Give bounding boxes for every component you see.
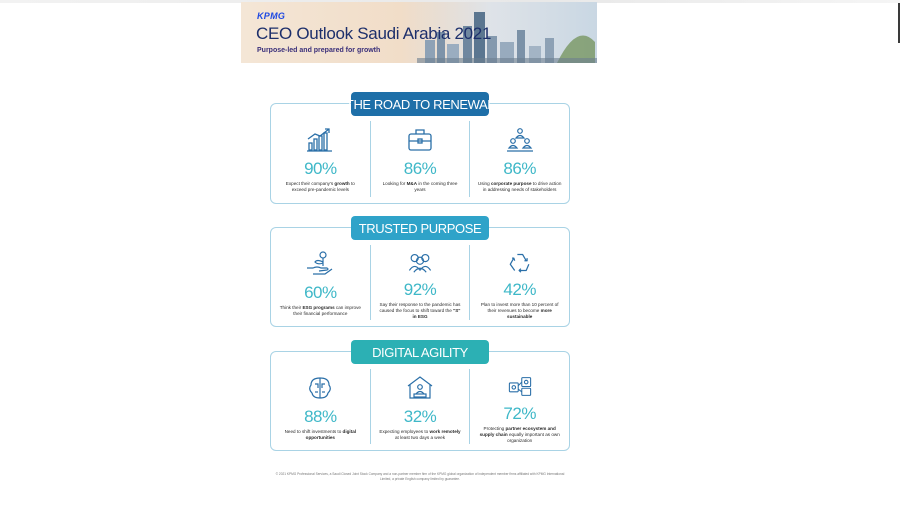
stat-description: Plan to invest more than 10 percent of their revenues to become more sustainable [480, 302, 559, 319]
recycle-icon [505, 251, 535, 274]
stat-description: Need to shift investments to digital opportunities [284, 429, 357, 440]
section-title-pill: DIGITAL AGILITY [351, 340, 489, 364]
section-road-to-renewal [270, 96, 570, 204]
ecosystem-supply-chain-icon [505, 375, 535, 398]
stat-description: Think their ESG programs can improve their financial performance [279, 305, 361, 316]
briefcase-icon [405, 127, 435, 153]
stat-description: Expect their company's growth to exceed pre-pandemic levels [285, 181, 355, 192]
stat-description: Protecting partner ecosystem and supply chain equally important as own organization [479, 426, 560, 443]
stat-description: Looking for M&A in the coming three years [382, 181, 458, 192]
stat-percent: 88% [304, 407, 337, 426]
stat-percent: 90% [304, 159, 337, 178]
stat-card [470, 121, 569, 197]
section-title-pill: THE ROAD TO RENEWAL [351, 92, 489, 116]
people-network-icon [505, 127, 535, 153]
group-people-icon [405, 251, 435, 274]
kpmg-logo: KPMG [257, 11, 286, 21]
stat-card [470, 369, 569, 444]
stat-percent: 86% [503, 159, 536, 178]
stat-card [470, 245, 569, 320]
stat-card [271, 245, 371, 320]
stat-card [271, 121, 371, 197]
stat-description: Using corporate purpose to drive action in addressing needs of stakeholders [477, 181, 562, 192]
circuit-brain-icon [305, 375, 335, 401]
stat-description: Say their response to the pandemic has caused the focus to shift toward the "S" in ESG [379, 302, 461, 319]
stat-description: Expecting employees to work remotely at least two days a week [379, 429, 461, 440]
stat-percent: 86% [403, 159, 437, 178]
stat-percent: 42% [503, 280, 536, 299]
stat-percent: 32% [403, 407, 437, 426]
section-digital-agility [270, 344, 570, 451]
section-title-pill: TRUSTED PURPOSE [351, 216, 489, 240]
stat-percent: 92% [403, 280, 437, 299]
stat-percent: 72% [503, 404, 536, 423]
stat-card [271, 369, 371, 444]
remote-work-house-icon [405, 375, 435, 401]
stat-card [371, 121, 471, 197]
stat-card [371, 369, 471, 444]
section-trusted-purpose [270, 220, 570, 327]
bar-chart-growth-icon [305, 127, 335, 153]
hand-plant-coin-icon [305, 251, 335, 277]
page-subtitle: Purpose-led and prepared for growth [257, 47, 381, 54]
header-banner [241, 2, 597, 63]
stat-percent: 60% [304, 283, 337, 302]
page-title: CEO Outlook Saudi Arabia 2021 [256, 24, 492, 43]
footer-disclaimer: © 2021 KPMG Professional Services, a Saudi Closed Joint Stock Company and a non-partner member firm of the KPMG global organization of independent member firms affiliated with KPMG International Limited, a private English company limited by guarantee. [275, 472, 565, 481]
stat-card [371, 245, 471, 320]
